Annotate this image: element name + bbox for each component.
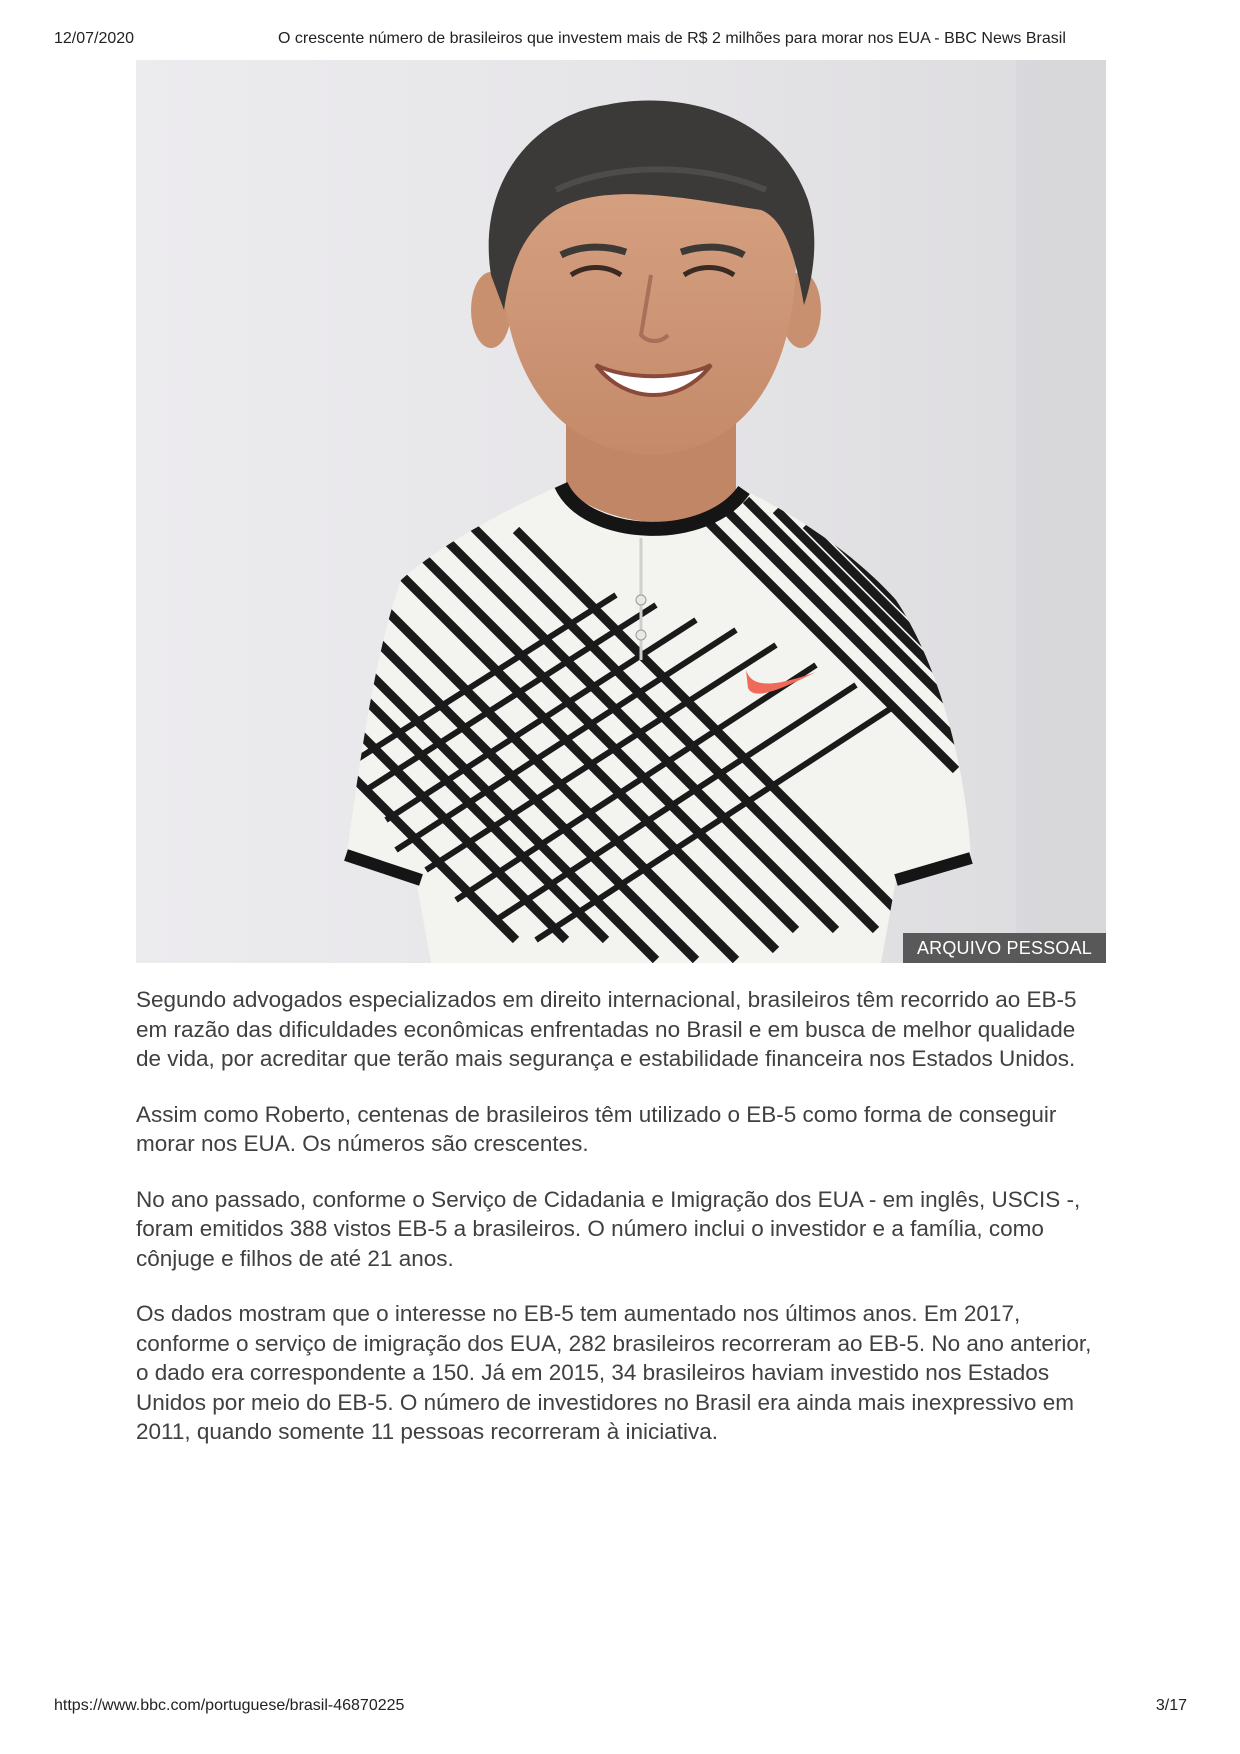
article-paragraph: Assim como Roberto, centenas de brasileiros têm utilizado o EB-5 como forma de conseguir morar nos EUA. Os números são crescentes. <box>136 1101 1057 1156</box>
article-paragraph: No ano passado, conforme o Serviço de Cidadania e Imigração dos EUA - em inglês, USCIS -, foram emitidos 388 vistos EB-5 a brasileiros. O número inclui o investidor e a família, como cônjuge e filhos de até 21 anos. <box>136 1186 1081 1271</box>
print-header <box>0 30 1240 52</box>
print-date: 12/07/2020 <box>54 30 135 47</box>
article-body <box>136 985 1106 1473</box>
page-number: 3/17 <box>1155 1697 1187 1714</box>
print-url: https://www.bbc.com/portuguese/brasil-46870225 <box>54 1697 405 1714</box>
article-paragraph: Segundo advogados especializados em direito internacional, brasileiros têm recorrido ao EB-5 em razão das dificuldades econômicas enfrentadas no Brasil e em busca de melhor qualidade de vida, por acreditar que terão mais segurança e estabilidade financeira nos Estados Unidos. <box>136 987 1077 1071</box>
print-footer <box>0 1697 1240 1719</box>
photo-credit: ARQUIVO PESSOAL <box>903 933 1106 963</box>
print-page-title: O crescente número de brasileiros que investem mais de R$ 2 milhões para morar nos EUA - BBC News Brasil <box>278 30 1066 47</box>
portrait-illustration <box>136 60 1106 963</box>
article-photo <box>136 60 1106 963</box>
article-paragraph: Os dados mostram que o interesse no EB-5 tem aumentado nos últimos anos. Em 2017, conforme o serviço de imigração dos EUA, 282 brasileiros recorreram ao EB-5. No ano anterior, o dado era correspondente a 150. Já em 2015, 34 brasileiros haviam investido nos Estados Unidos por meio do EB-5. O número de investidores no Brasil era ainda mais inexpressivo em 2011, quando somente 11 pessoas recorreram à iniciativa. <box>136 1301 1092 1444</box>
